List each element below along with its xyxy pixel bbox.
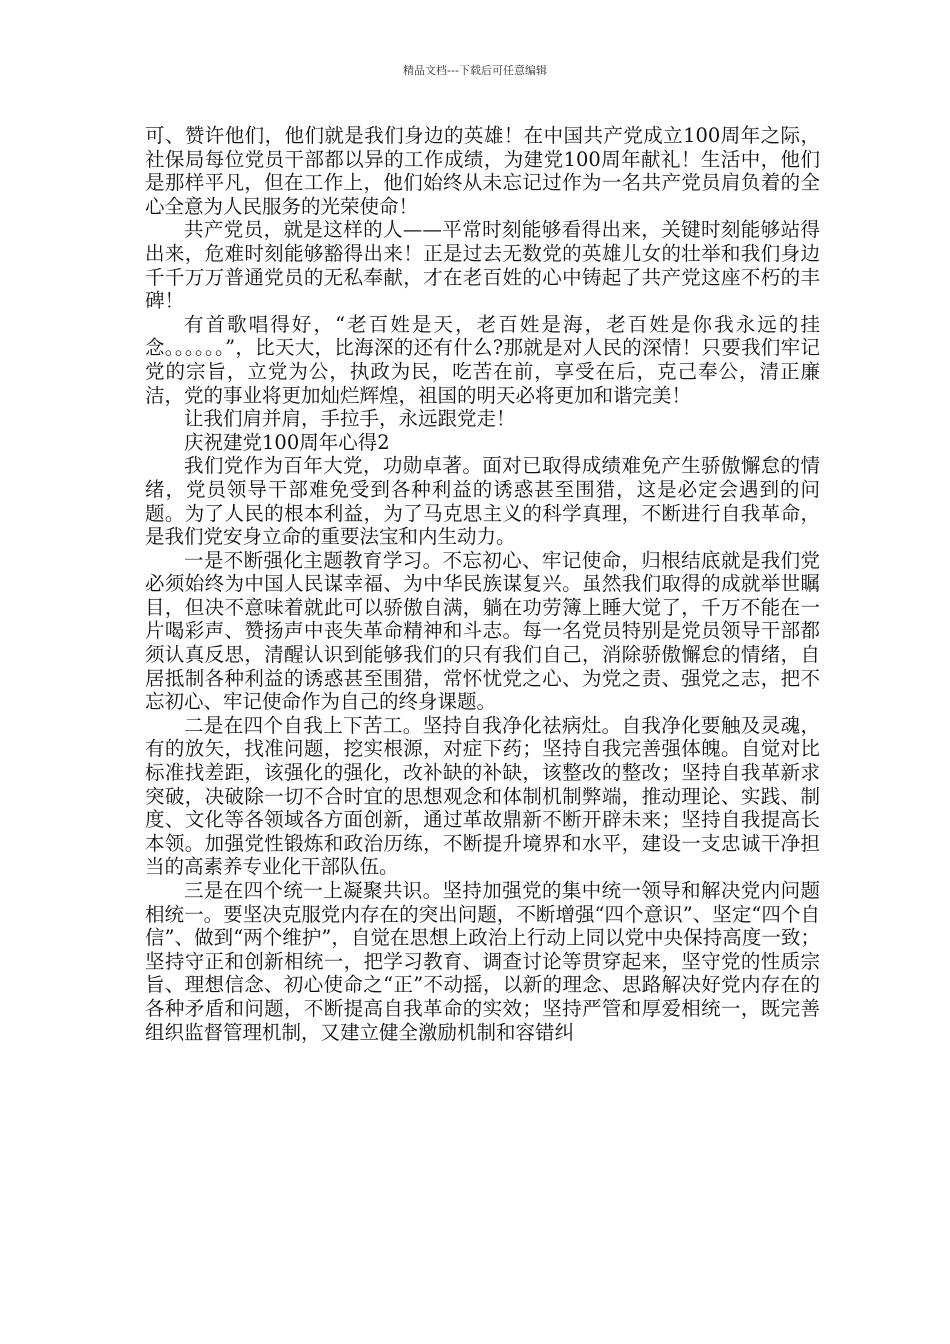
paragraph-7: 一是不断强化主题教育学习。不忘初心、牢记使命，归根结底就是我们党必须始终为中国人民谋幸福、为中华民族谋复兴。虽然我们取得的成就举世瞩目，但决不意味着就此可以骄傲自满，躺在功劳簿上睡大觉了，千万不能在一片喝彩声、赞扬声中丧失革命精神和斗志。每一名党员特别是党员领导干部都须认真反思，清醒认识到能够我们的只有我们自己，消除骄傲懈怠的情绪，自居抵制各种利益的诱惑甚至围猎，常怀忧党之心、为党之责、强党之志，把不忘初心、牢记使命作为自己的终身课题。 xyxy=(145,548,820,714)
document-body xyxy=(145,124,820,1044)
page-header: 精品文档---下载后可任意编辑 xyxy=(403,64,547,77)
paragraph-8: 二是在四个自我上下苦工。坚持自我净化祛病灶。自我净化要触及灵魂，有的放矢，找准问题，挖实根源，对症下药；坚持自我完善强体魄。自觉对比标准找差距，该强化的强化，改补缺的补缺，该整改的整改；坚持自我革新求突破，决破除一切不合时宜的思想观念和体制机制弊端，推动理论、实践、制度、文化等各领域各方面创新，通过革故鼎新不断开辟未来；坚持自我提高长本领。加强党性锻炼和政治历练，不断提升境界和水平，建设一支忠诚干净担当的高素养专业化干部队伍。 xyxy=(145,713,820,879)
paragraph-2: 共产党员，就是这样的人——平常时刻能够看得出来，关键时刻能够站得出来，危难时刻能够豁得出来！正是过去无数党的英雄儿女的壮举和我们身边千千万万普通党员的无私奉献，才在老百姓的心中铸起了共产党这座不朽的丰碑！ xyxy=(145,218,820,313)
paragraph-6: 我们党作为百年大党，功勋卓著。面对已取得成绩难免产生骄傲懈怠的情绪，党员领导干部难免受到各种利益的诱惑甚至围猎，这是必定会遇到的问题。为了人民的根本利益，为了马克思主义的科学真理，不断进行自我革命，是我们党安身立命的重要法宝和内生动力。 xyxy=(145,454,820,549)
section-heading: 庆祝建党100周年心得2 xyxy=(184,430,390,454)
paragraph-1: 可、赞许他们，他们就是我们身边的英雄！在中国共产党成立100周年之际，社保局每位党员干部都以异的工作成绩，为建党100周年献礼！生活中，他们是那样平凡，但在工作上，他们始终从未忘记过作为一名共产党员肩负着的全心全意为人民服务的光荣使命！ xyxy=(145,124,820,218)
paragraph-3: 有首歌唱得好，“老百姓是天，老百姓是海，老百姓是你我永远的挂念。。。。。。”，比天大，比海深的还有什么?那就是对人民的深情！只要我们牢记党的宗旨，立党为公，执政为民，吃苦在前，享受在后，克己奉公，清正廉洁，党的事业将更加灿烂辉煌，祖国的明天必将更加和谐完美！ xyxy=(145,312,820,407)
paragraph-9: 三是在四个统一上凝聚共识。坚持加强党的集中统一领导和解决党内问题相统一。要坚决克服党内存在的突出问题，不断增强“四个意识”、坚定“四个自信”、做到“两个维护”，自觉在思想上政治上行动上同以党中央保持高度一致；坚持守正和创新相统一，把学习教育、调查讨论等贯穿起来，坚守党的性质宗旨、理想信念、初心使命之“正”不动摇，以新的理念、思路解决好党内存在的各种矛盾和问题，不断提高自我革命的实效；坚持严管和厚爱相统一，既完善组织监督管理机制，又建立健全激励机制和容错纠 xyxy=(145,879,820,1044)
paragraph-4: 让我们肩并肩，手拉手，永远跟党走！ xyxy=(184,407,516,431)
